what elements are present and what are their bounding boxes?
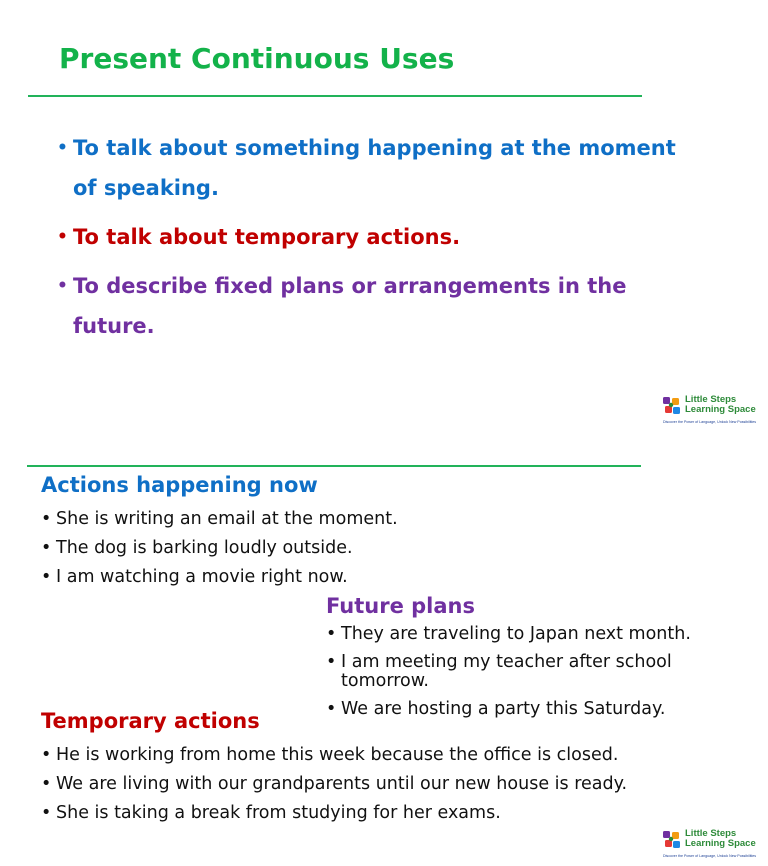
list-item xyxy=(41,741,627,770)
brand-name xyxy=(685,395,756,415)
puzzle-pieces-icon xyxy=(662,830,682,852)
bullet: • xyxy=(326,652,337,672)
example-text: They are traveling to Japan next month. xyxy=(341,624,691,644)
section-heading-now: Actions happening now xyxy=(41,473,318,497)
brand-tagline: Discover the Power of Language, Unlock New Possibilities xyxy=(663,854,757,858)
bullet: • xyxy=(41,509,52,529)
use-item-future xyxy=(57,266,697,346)
bullet: • xyxy=(326,624,337,644)
list-item xyxy=(326,700,726,719)
brand-name xyxy=(685,829,756,849)
example-text: She is writing an email at the moment. xyxy=(56,509,398,529)
example-text: I am meeting my teacher after school tomorrow. xyxy=(341,652,672,691)
example-text: She is taking a break from studying for her exams. xyxy=(56,803,501,823)
brand-name-line2: Learning Space xyxy=(685,838,756,849)
list-item xyxy=(326,625,726,644)
brand-name-line1: Little Steps xyxy=(685,828,737,839)
list-item xyxy=(41,799,627,828)
list-item xyxy=(41,505,398,534)
list-item xyxy=(41,563,398,592)
list-item xyxy=(41,770,627,799)
puzzle-pieces-icon xyxy=(662,396,682,418)
uses-list xyxy=(57,128,697,355)
examples-list-now xyxy=(41,505,398,592)
brand-name-line1: Little Steps xyxy=(685,394,737,405)
section-heading-temporary: Temporary actions xyxy=(41,709,260,733)
example-text: He is working from home this week because the office is closed. xyxy=(56,745,619,765)
section-heading-future: Future plans xyxy=(326,594,475,618)
example-text: The dog is barking loudly outside. xyxy=(56,538,353,558)
bullet: • xyxy=(41,774,52,794)
use-item-now xyxy=(57,128,697,208)
brand-name-line2: Learning Space xyxy=(685,404,756,415)
title-divider xyxy=(28,95,642,97)
bullet: • xyxy=(326,699,337,719)
bullet: • xyxy=(41,567,52,587)
brand-logo xyxy=(662,394,762,428)
bullet: • xyxy=(57,138,68,158)
bullet: • xyxy=(41,745,52,765)
use-item-temporary xyxy=(57,217,697,257)
bullet: • xyxy=(57,227,68,247)
brand-logo-footer xyxy=(662,828,762,862)
examples-list-temporary xyxy=(41,741,627,828)
page-title: Present Continuous Uses xyxy=(59,42,455,75)
bullet: • xyxy=(41,803,52,823)
list-item xyxy=(326,653,726,691)
example-text: We are living with our grandparents until our new house is ready. xyxy=(56,774,628,794)
use-text: To talk about temporary actions. xyxy=(73,225,461,249)
example-text: I am watching a movie right now. xyxy=(56,567,348,587)
section-divider xyxy=(27,465,641,467)
list-item xyxy=(41,534,398,563)
bullet: • xyxy=(41,538,52,558)
example-text: We are hosting a party this Saturday. xyxy=(341,699,666,719)
use-text: To talk about something happening at the moment of speaking. xyxy=(73,136,676,200)
examples-list-future xyxy=(326,625,726,728)
brand-tagline: Discover the Power of Language, Unlock New Possibilities xyxy=(663,420,757,424)
use-text: To describe fixed plans or arrangements in the future. xyxy=(73,274,627,338)
bullet: • xyxy=(57,276,68,296)
